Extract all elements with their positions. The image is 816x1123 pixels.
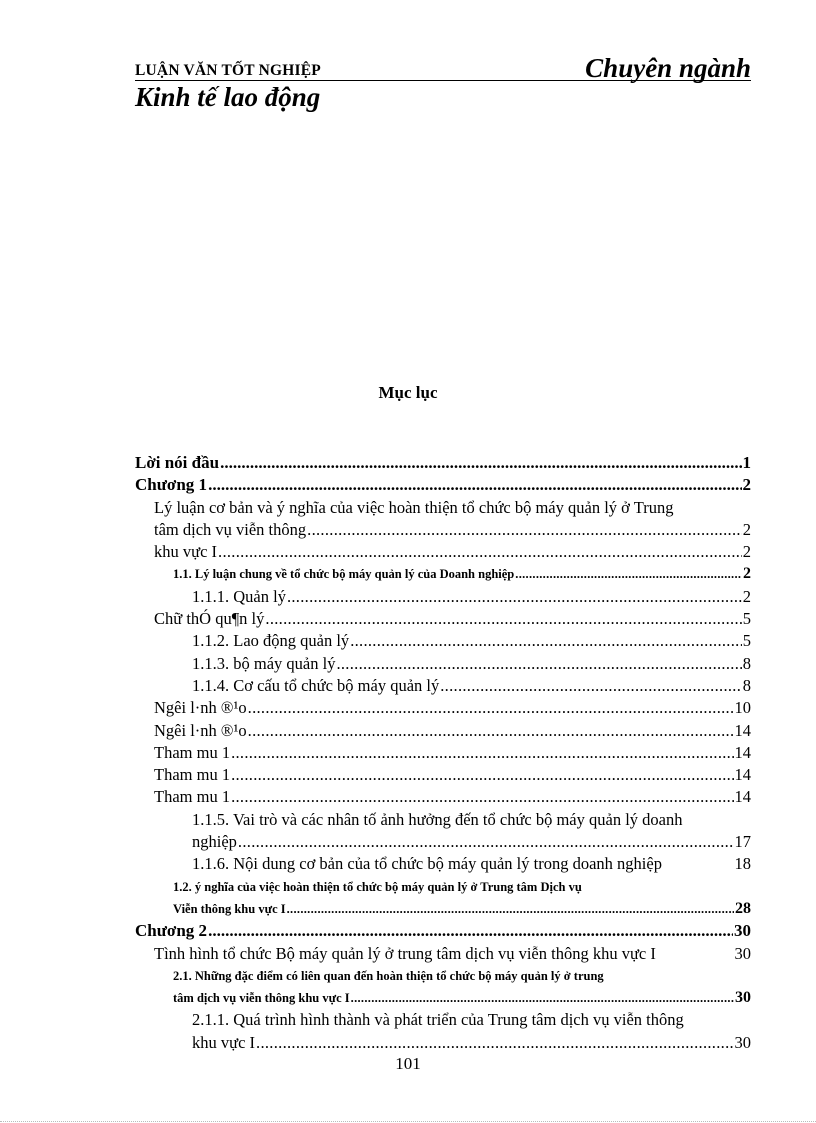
toc-leader-dots [208,920,733,942]
toc-leader-dots [265,608,741,630]
toc-entry-text: 2.1. Những đặc điểm có liên quan đến hoàn thiện tổ chức bộ máy quản lý ở trung [173,968,604,983]
page-header [135,52,751,81]
toc-page-number: 18 [734,854,751,874]
toc-leader-dots [307,519,742,541]
toc-leader-dots [231,786,733,808]
toc-leader-dots [256,1032,733,1054]
toc-page-number: 30 [734,1032,751,1052]
toc-entry[interactable] [135,786,751,808]
toc-entry-text-cont: tâm dịch vụ viễn thông [154,519,307,539]
toc-entry-text: Tham mu 1 [154,787,231,807]
toc-entry[interactable] [135,563,751,585]
toc-entry[interactable] [135,920,751,942]
toc-page-number: 14 [734,720,751,740]
toc-leader-dots [220,452,741,474]
toc-entry[interactable] [135,720,751,742]
toc-entry-text: Chương 1 [135,475,208,495]
toc-entry-text: 1.1. Lý luận chung về tổ chức bộ máy quản lý của Doanh nghiệp [173,567,515,582]
toc-entry[interactable] [135,876,751,921]
toc-title: Mục lục [378,383,438,402]
toc-entry[interactable] [135,809,751,854]
toc-page-number: 2 [742,519,751,539]
toc-leader-dots [515,563,742,585]
toc-page-number: 10 [734,698,751,718]
toc-leader-dots [231,764,733,786]
toc-page-number: 2 [743,565,751,583]
toc-entry-text: 1.1.5. Vai trò và các nhân tố ảnh hưởng đến tổ chức bộ máy quản lý doanh [192,809,683,829]
toc-leader-dots [287,898,734,920]
table-of-contents [135,452,751,1054]
header-subtitle: Kinh tế lao động [135,82,321,112]
toc-entry[interactable] [135,541,751,563]
toc-entry[interactable] [135,497,751,542]
toc-entry-text: 1.1.4. Cơ cấu tổ chức bộ máy quản lý [192,675,440,695]
toc-entry[interactable] [135,965,751,1010]
toc-entry[interactable] [135,675,751,697]
toc-page-number: 17 [734,832,751,852]
toc-page-number: 14 [734,742,751,762]
toc-leader-dots [238,831,734,853]
toc-entry-text-cont: Viễn thông khu vực I [173,901,286,916]
toc-entry[interactable] [135,943,751,965]
toc-entry-text: Tình hình tổ chức Bộ máy quản lý ở trung tâm dịch vụ viễn thông khu vực I [154,943,656,963]
toc-entry-text: 1.1.1. Quản lý [192,586,286,606]
toc-page-number: 14 [734,765,751,785]
page-number: 101 [395,1054,421,1073]
toc-entry[interactable] [135,697,751,719]
toc-entry-text: 1.1.6. Nội dung cơ bản của tổ chức bộ máy quản lý trong doanh nghiệp [192,854,662,874]
toc-leader-dots [440,675,742,697]
toc-entry-text-cont: khu vực I [192,1032,256,1052]
toc-entry[interactable] [135,853,751,875]
toc-entry-text: 1.2. ý nghĩa của việc hoàn thiện tổ chức bộ máy quản lý ở Trung tâm Dịch vụ [173,879,582,894]
toc-entry[interactable] [135,452,751,474]
toc-entry-text: Lý luận cơ bản và ý nghĩa của việc hoàn thiện tổ chức bộ máy quản lý ở Trung [154,497,674,517]
toc-page-number: 5 [742,631,751,651]
toc-entry-text: Lời nói đầu [135,453,220,472]
toc-entry[interactable] [135,586,751,608]
toc-leader-dots [351,987,734,1009]
toc-entry[interactable] [135,764,751,786]
toc-page-number: 2 [742,542,751,562]
toc-entry-text: Tham mu 1 [154,765,231,785]
toc-entry-text: Chương 2 [135,921,208,941]
toc-leader-dots [287,586,742,608]
toc-entry-text: Tham mu 1 [154,742,231,762]
toc-entry-text: khu vực I [154,542,218,562]
toc-entry-text: 2.1.1. Quá trình hình thành và phát triển của Trung tâm dịch vụ viễn thông [192,1010,684,1030]
header-right-title: Chuyên ngành [585,53,751,83]
toc-entry[interactable] [135,653,751,675]
toc-page-number: 28 [735,899,751,917]
toc-entry-text-cont: tâm dịch vụ viễn thông khu vực I [173,991,350,1006]
toc-page-number: 5 [742,609,751,629]
toc-leader-dots [218,541,742,563]
toc-entry[interactable] [135,608,751,630]
toc-leader-dots [248,720,734,742]
bottom-divider [0,1121,816,1122]
toc-leader-dots [350,630,742,652]
toc-page-number: 14 [734,787,751,807]
toc-page-number: 8 [742,675,751,695]
toc-page-number: 30 [735,989,751,1007]
toc-leader-dots [336,653,741,675]
toc-leader-dots [208,474,741,496]
toc-page-number: 30 [734,921,751,941]
toc-page-number: 2 [742,586,751,606]
toc-entry-text: Ngêi l·nh ®¹o [154,698,247,718]
toc-entry[interactable] [135,1009,751,1054]
toc-page-number: 1 [742,453,751,472]
toc-page-number: 30 [734,943,751,963]
toc-page-number: 2 [742,475,751,495]
toc-entry[interactable] [135,630,751,652]
toc-entry-text-cont: nghiệp [192,832,237,852]
toc-entry[interactable] [135,474,751,496]
toc-entry-text: Chữ thÓ qu¶n lý [154,609,265,629]
toc-entry[interactable] [135,742,751,764]
toc-leader-dots [248,697,734,719]
toc-entry-text: 1.1.3. bộ máy quản lý [192,653,336,673]
toc-entry-text: Ngêi l·nh ®¹o [154,720,247,740]
toc-entry-text: 1.1.2. Lao động quản lý [192,631,350,651]
toc-leader-dots [231,742,733,764]
toc-page-number: 8 [742,653,751,673]
header-left-title: LUẬN VĂN TỐT NGHIỆP [135,62,321,79]
